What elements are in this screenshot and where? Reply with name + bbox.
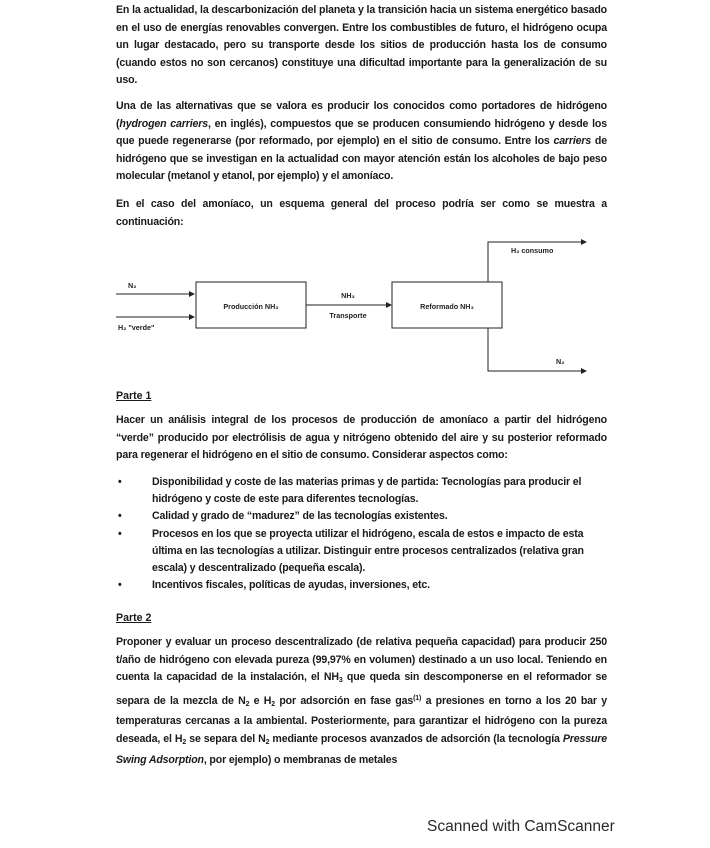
bullet-icon: • [118, 579, 122, 592]
parte-2-text: por adsorción en fase gas [275, 694, 414, 707]
parte-1-heading: Parte 1 [116, 390, 152, 402]
scheme-intro-paragraph: En el caso del amoníaco, un esquema general del proceso podría ser como se muestra a continuación: [116, 198, 607, 228]
parte-2-text: e H [249, 694, 272, 707]
nh3-stream-label: NH₃ [341, 291, 355, 300]
parte-2-text: se separa del N [186, 732, 266, 745]
subscript: 2 [245, 700, 250, 708]
n2-input-label: N₂ [128, 281, 137, 290]
carriers-paragraph [116, 98, 607, 186]
list-item [116, 526, 607, 578]
parte-2-text: que queda sin descomponerse en el reformador se separa de la mezcla de N [116, 671, 607, 707]
carriers-italic-2: carriers [553, 135, 592, 148]
parte-2-italic: Pressure Swing Adsorption [116, 732, 607, 766]
footnote-marker: (1) [413, 694, 422, 702]
camscanner-watermark: Scanned with CamScanner [427, 818, 615, 835]
h2-input-label: H₂ "verde" [118, 323, 155, 332]
list-item-text: Incentivos fiscales, políticas de ayudas, inversiones, etc. [152, 579, 430, 592]
parte-1-bullet-list [116, 474, 607, 594]
carriers-text-b: , en inglés), compuestos que se producen consumiendo hidrógeno y desde los que puede regenerarse (por reformado, por ejemplo) en el sitio de consumo. Entre los [116, 117, 607, 148]
list-item-text: Disponibilidad y coste de las materias primas y de partida: Tecnologías para producir el hidrógeno y coste de este para diferentes tecnologías. [152, 476, 582, 506]
subscript: 2 [265, 738, 270, 746]
parte-2-text: mediante procesos avanzados de adsorción (la tecnología [269, 732, 563, 745]
parte-2-paragraph [116, 634, 607, 769]
carriers-text-c: de hidrógeno que se investigan en la actualidad con mayor atención están los alcoholes de bajo peso molecular (metanol y etanol, por ejemplo) y el amoníaco. [116, 135, 607, 183]
list-item [116, 508, 607, 525]
bullet-icon: • [118, 527, 122, 540]
parte-1-paragraph: Hacer un análisis integral de los procesos de producción de amoníaco a partir del hidrógeno “verde” producido por electrólisis de agua y nitrógeno obtenido del aire y su posterior reformado para regenerar el hidrógeno en el sitio de consumo. Considerar aspectos como: [116, 414, 607, 462]
list-item-text: Calidad y grado de “madurez” de las tecnologías existentes. [152, 510, 448, 523]
production-box-label: Producción NH₃ [223, 302, 279, 311]
n2-output-label: N₂ [556, 357, 565, 366]
parte-2-text: a presiones en torno a los 20 bar y temperaturas cercanas a la ambiental. Posteriormente, para garantizar el hidrógeno con la pureza deseada, el H [116, 694, 607, 745]
h2-output-label: H₂ consumo [511, 246, 554, 255]
process-diagram-svg [116, 236, 607, 376]
parte-2-heading: Parte 2 [116, 612, 152, 624]
transport-label: Transporte [329, 311, 367, 320]
carriers-text-a: Una de las alternativas que se valora es producir los conocidos como portadores de hidrógeno ( [116, 100, 607, 130]
process-diagram [116, 236, 607, 376]
carriers-italic-1: hydrogen carriers [119, 117, 208, 130]
reforming-box-label: Reformado NH₃ [420, 302, 474, 311]
subscript: 2 [271, 700, 276, 708]
parte-2-text: Proponer y evaluar un proceso descentralizado (de relativa pequeña capacidad) para producir 250 t/año de hidrógeno con elevada pureza (99,97% en volumen) destinado a un uso local. Teniendo en cuenta la capacidad de la instalación, el NH [116, 636, 607, 684]
bullet-icon: • [118, 476, 122, 488]
intro-paragraph: En la actualidad, la descarbonización del planeta y la transición hacia un sistema energético basado en el uso de energías renovables convergen. Entre los combustibles de futuro, el hidrógeno ocupa un lugar destacado, pero su transporte desde los sitios de producción hasta los de consumo (cuando estos no son cercanos) constituye una dificultad importante para la generalización de su uso. [116, 4, 607, 87]
list-item [116, 577, 607, 594]
list-item-text: Procesos en los que se proyecta utilizar el hidrógeno, escala de estos e impacto de esta última en las tecnologías a utilizar. Distinguir entre procesos centralizados (relativa gran escala) y descentralizado (pequeña escala). [152, 527, 584, 575]
list-item [116, 474, 607, 508]
n2-output-arrow [488, 328, 586, 371]
subscript: 2 [182, 738, 187, 746]
bullet-icon: • [118, 510, 122, 523]
parte-2-text: , por ejemplo) o membranas de metales [203, 753, 398, 766]
subscript: 3 [338, 677, 343, 685]
